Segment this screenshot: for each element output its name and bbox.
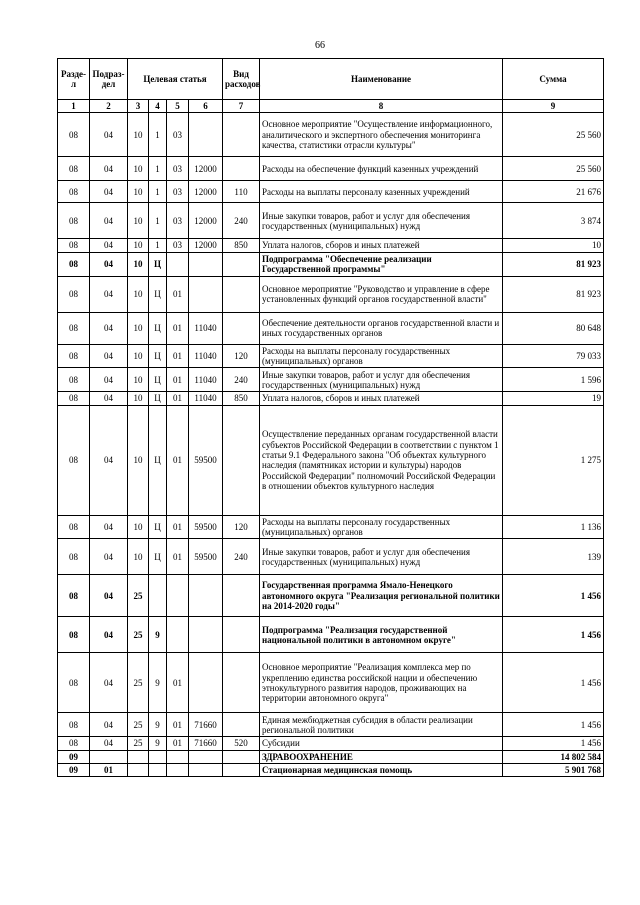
expense-type-cell: 110 (223, 181, 260, 203)
subprogram-code-cell: Ц (149, 405, 167, 515)
sum-cell: 25 560 (503, 113, 604, 157)
name-cell: Иные закупки товаров, работ и услуг для обеспечения государственных (муниципальных) нужд (260, 203, 503, 239)
table-row (58, 239, 604, 252)
col-number: 2 (90, 100, 128, 113)
expense-type-cell: 120 (223, 515, 260, 539)
col-number: 3 (128, 100, 149, 113)
name-cell: Основное мероприятие "Руководство и управление в сфере установленных функций органов государственной власти" (260, 276, 503, 312)
podrazdel-cell: 04 (90, 713, 128, 737)
sum-cell: 14 802 584 (503, 750, 604, 763)
name-cell: Иные закупки товаров, работ и услуг для обеспечения государственных (муниципальных) нужд (260, 539, 503, 575)
program-code-cell: 10 (128, 368, 149, 392)
program-code-cell (128, 750, 149, 763)
podrazdel-cell: 04 (90, 392, 128, 405)
razdel-cell: 08 (58, 312, 90, 344)
razdel-cell: 08 (58, 276, 90, 312)
sum-cell: 80 648 (503, 312, 604, 344)
table-row (58, 737, 604, 750)
sum-cell: 19 (503, 392, 604, 405)
razdel-cell: 08 (58, 713, 90, 737)
expense-type-cell: 120 (223, 344, 260, 368)
name-cell: Стационарная медицинская помощь (260, 764, 503, 777)
table-body (58, 113, 604, 777)
razdel-cell: 08 (58, 539, 90, 575)
col-number: 1 (58, 100, 90, 113)
event-code-cell: 01 (167, 737, 189, 750)
direction-code-cell: 11040 (189, 368, 223, 392)
podrazdel-cell: 04 (90, 368, 128, 392)
name-cell: Расходы на выплаты персоналу государственных (муниципальных) органов (260, 344, 503, 368)
table-row (58, 203, 604, 239)
razdel-cell: 08 (58, 575, 90, 617)
program-code-cell (128, 764, 149, 777)
podrazdel-cell: 04 (90, 252, 128, 276)
event-code-cell (167, 252, 189, 276)
event-code-cell: 01 (167, 653, 189, 713)
subprogram-code-cell: 1 (149, 157, 167, 181)
event-code-cell (167, 750, 189, 763)
event-code-cell (167, 575, 189, 617)
event-code-cell: 03 (167, 157, 189, 181)
expense-type-cell: 520 (223, 737, 260, 750)
expense-type-cell: 240 (223, 539, 260, 575)
razdel-cell: 08 (58, 157, 90, 181)
table-row (58, 713, 604, 737)
event-code-cell: 03 (167, 181, 189, 203)
event-code-cell (167, 764, 189, 777)
program-code-cell: 25 (128, 653, 149, 713)
sum-cell: 21 676 (503, 181, 604, 203)
subprogram-code-cell: 9 (149, 713, 167, 737)
expense-type-cell (223, 764, 260, 777)
name-cell: Расходы на обеспечение функций казенных учреждений (260, 157, 503, 181)
event-code-cell: 03 (167, 113, 189, 157)
event-code-cell: 01 (167, 515, 189, 539)
table-row (58, 750, 604, 763)
podrazdel-cell: 04 (90, 312, 128, 344)
program-code-cell: 10 (128, 203, 149, 239)
podrazdel-cell: 04 (90, 113, 128, 157)
name-cell: Субсидии (260, 737, 503, 750)
table-header-row (58, 59, 604, 100)
event-code-cell: 01 (167, 539, 189, 575)
direction-code-cell: 71660 (189, 737, 223, 750)
event-code-cell: 01 (167, 368, 189, 392)
program-code-cell: 25 (128, 737, 149, 750)
subprogram-code-cell: Ц (149, 392, 167, 405)
podrazdel-cell: 04 (90, 539, 128, 575)
name-cell: Основное мероприятие "Реализация комплекса мер по укреплению единства российской нации и обеспечению этнокультурного развития народов, проживающих на территории автономного округа" (260, 653, 503, 713)
podrazdel-cell: 01 (90, 764, 128, 777)
program-code-cell: 25 (128, 713, 149, 737)
direction-code-cell: 59500 (189, 515, 223, 539)
subprogram-code-cell: Ц (149, 312, 167, 344)
expense-type-cell (223, 617, 260, 653)
sum-cell: 81 923 (503, 252, 604, 276)
table-row (58, 113, 604, 157)
name-cell: Уплата налогов, сборов и иных платежей (260, 392, 503, 405)
podrazdel-cell: 04 (90, 344, 128, 368)
razdel-cell: 08 (58, 515, 90, 539)
column-number-row (58, 100, 604, 113)
direction-code-cell: 12000 (189, 203, 223, 239)
podrazdel-cell: 04 (90, 575, 128, 617)
direction-code-cell: 59500 (189, 405, 223, 515)
program-code-cell: 10 (128, 239, 149, 252)
sum-cell: 3 874 (503, 203, 604, 239)
table-row (58, 617, 604, 653)
sum-cell: 25 560 (503, 157, 604, 181)
expense-type-cell (223, 312, 260, 344)
podrazdel-cell: 04 (90, 239, 128, 252)
name-cell: Осуществление переданных органам государственной власти субъектов Российской Федерации в соответствии с пунктом 1 статьи 9.1 Федерального закона "Об объектах культурного наследия (памятниках истории и культуры) народов Российской Федерации" полномочий Российской Федерации в отношении объектов культурного наследия (260, 405, 503, 515)
program-code-cell: 10 (128, 252, 149, 276)
podrazdel-cell: 04 (90, 203, 128, 239)
podrazdel-cell: 04 (90, 157, 128, 181)
razdel-cell: 09 (58, 750, 90, 763)
razdel-cell: 08 (58, 737, 90, 750)
program-code-cell: 10 (128, 539, 149, 575)
expense-type-cell (223, 750, 260, 763)
expense-type-cell: 850 (223, 239, 260, 252)
name-cell: Обеспечение деятельности органов государственной власти и иных государственных органов (260, 312, 503, 344)
table-row (58, 181, 604, 203)
table-row (58, 344, 604, 368)
razdel-cell: 08 (58, 203, 90, 239)
expense-type-cell (223, 252, 260, 276)
budget-table (57, 58, 604, 777)
col-number: 7 (223, 100, 260, 113)
event-code-cell: 01 (167, 392, 189, 405)
header-summa: Сумма (503, 59, 604, 100)
podrazdel-cell: 04 (90, 737, 128, 750)
program-code-cell: 25 (128, 617, 149, 653)
table-row (58, 276, 604, 312)
podrazdel-cell: 04 (90, 276, 128, 312)
name-cell: Подпрограмма "Обеспечение реализации Государственной программы" (260, 252, 503, 276)
program-code-cell: 10 (128, 276, 149, 312)
program-code-cell: 10 (128, 113, 149, 157)
header-naimenovanie: Наименование (260, 59, 503, 100)
table-row (58, 764, 604, 777)
event-code-cell: 01 (167, 344, 189, 368)
podrazdel-cell: 04 (90, 617, 128, 653)
direction-code-cell (189, 252, 223, 276)
razdel-cell: 08 (58, 617, 90, 653)
name-cell: Государственная программа Ямало-Ненецкого автономного округа "Реализация региональной политики на 2014-2020 годы" (260, 575, 503, 617)
sum-cell: 1 456 (503, 617, 604, 653)
col-number: 8 (260, 100, 503, 113)
subprogram-code-cell: 9 (149, 737, 167, 750)
razdel-cell: 09 (58, 764, 90, 777)
podrazdel-cell: 04 (90, 515, 128, 539)
header-razdel: Раздел (58, 59, 90, 100)
podrazdel-cell: 04 (90, 653, 128, 713)
direction-code-cell: 12000 (189, 239, 223, 252)
event-code-cell: 01 (167, 713, 189, 737)
sum-cell: 1 456 (503, 653, 604, 713)
name-cell: Единая межбюджетная субсидия в области реализации региональной политики (260, 713, 503, 737)
header-vid-rashodov: Вид расходов (223, 59, 260, 100)
razdel-cell: 08 (58, 392, 90, 405)
sum-cell: 81 923 (503, 276, 604, 312)
table-row (58, 405, 604, 515)
direction-code-cell (189, 617, 223, 653)
subprogram-code-cell: 1 (149, 113, 167, 157)
event-code-cell: 03 (167, 239, 189, 252)
direction-code-cell (189, 750, 223, 763)
table-row (58, 575, 604, 617)
event-code-cell: 01 (167, 276, 189, 312)
razdel-cell: 08 (58, 252, 90, 276)
table-row (58, 392, 604, 405)
direction-code-cell: 71660 (189, 713, 223, 737)
event-code-cell: 01 (167, 405, 189, 515)
event-code-cell (167, 617, 189, 653)
subprogram-code-cell: 9 (149, 653, 167, 713)
sum-cell: 1 456 (503, 713, 604, 737)
table-row (58, 368, 604, 392)
expense-type-cell: 240 (223, 203, 260, 239)
sum-cell: 79 033 (503, 344, 604, 368)
table-row (58, 515, 604, 539)
program-code-cell: 10 (128, 312, 149, 344)
expense-type-cell (223, 276, 260, 312)
subprogram-code-cell: Ц (149, 276, 167, 312)
sum-cell: 139 (503, 539, 604, 575)
program-code-cell: 10 (128, 392, 149, 405)
table-row (58, 539, 604, 575)
col-number: 6 (189, 100, 223, 113)
razdel-cell: 08 (58, 344, 90, 368)
podrazdel-cell: 04 (90, 405, 128, 515)
direction-code-cell (189, 113, 223, 157)
podrazdel-cell: 04 (90, 181, 128, 203)
razdel-cell: 08 (58, 239, 90, 252)
razdel-cell: 08 (58, 113, 90, 157)
sum-cell: 1 596 (503, 368, 604, 392)
direction-code-cell: 11040 (189, 392, 223, 405)
subprogram-code-cell: 9 (149, 617, 167, 653)
program-code-cell: 10 (128, 405, 149, 515)
direction-code-cell: 59500 (189, 539, 223, 575)
program-code-cell: 10 (128, 515, 149, 539)
program-code-cell: 10 (128, 157, 149, 181)
col-number: 5 (167, 100, 189, 113)
sum-cell: 1 275 (503, 405, 604, 515)
expense-type-cell (223, 157, 260, 181)
subprogram-code-cell: Ц (149, 252, 167, 276)
subprogram-code-cell: Ц (149, 344, 167, 368)
expense-type-cell (223, 405, 260, 515)
col-number: 9 (503, 100, 604, 113)
direction-code-cell: 12000 (189, 157, 223, 181)
expense-type-cell (223, 575, 260, 617)
table-row (58, 157, 604, 181)
sum-cell: 5 901 768 (503, 764, 604, 777)
page-number: 66 (315, 40, 325, 51)
sum-cell: 1 456 (503, 737, 604, 750)
name-cell: Иные закупки товаров, работ и услуг для обеспечения государственных (муниципальных) нужд (260, 368, 503, 392)
direction-code-cell: 11040 (189, 312, 223, 344)
table-row (58, 312, 604, 344)
razdel-cell: 08 (58, 653, 90, 713)
subprogram-code-cell: 1 (149, 181, 167, 203)
direction-code-cell (189, 653, 223, 713)
name-cell: Уплата налогов, сборов и иных платежей (260, 239, 503, 252)
subprogram-code-cell (149, 764, 167, 777)
subprogram-code-cell (149, 750, 167, 763)
name-cell: Основное мероприятие "Осуществление информационного, аналитического и экспертного обеспечения мониторинга качества, статистики отрасли культуры" (260, 113, 503, 157)
direction-code-cell: 11040 (189, 344, 223, 368)
program-code-cell: 10 (128, 344, 149, 368)
razdel-cell: 08 (58, 181, 90, 203)
header-celevaya-statya: Целевая статья (128, 59, 223, 100)
name-cell: Подпрограмма "Реализация государственной национальной политики в автономном округе" (260, 617, 503, 653)
subprogram-code-cell: Ц (149, 515, 167, 539)
name-cell: ЗДРАВООХРАНЕНИЕ (260, 750, 503, 763)
sum-cell: 1 136 (503, 515, 604, 539)
program-code-cell: 25 (128, 575, 149, 617)
direction-code-cell: 12000 (189, 181, 223, 203)
subprogram-code-cell: Ц (149, 539, 167, 575)
podrazdel-cell (90, 750, 128, 763)
name-cell: Расходы на выплаты персоналу государственных (муниципальных) органов (260, 515, 503, 539)
table-row (58, 252, 604, 276)
header-podrazdel: Подраз-дел (90, 59, 128, 100)
subprogram-code-cell: Ц (149, 368, 167, 392)
sum-cell: 1 456 (503, 575, 604, 617)
expense-type-cell: 240 (223, 368, 260, 392)
subprogram-code-cell: 1 (149, 203, 167, 239)
expense-type-cell: 850 (223, 392, 260, 405)
expense-type-cell (223, 113, 260, 157)
expense-type-cell (223, 713, 260, 737)
program-code-cell: 10 (128, 181, 149, 203)
sum-cell: 10 (503, 239, 604, 252)
name-cell: Расходы на выплаты персоналу казенных учреждений (260, 181, 503, 203)
direction-code-cell (189, 575, 223, 617)
expense-type-cell (223, 653, 260, 713)
direction-code-cell (189, 276, 223, 312)
subprogram-code-cell (149, 575, 167, 617)
subprogram-code-cell: 1 (149, 239, 167, 252)
razdel-cell: 08 (58, 368, 90, 392)
razdel-cell: 08 (58, 405, 90, 515)
table-row (58, 653, 604, 713)
col-number: 4 (149, 100, 167, 113)
event-code-cell: 01 (167, 312, 189, 344)
event-code-cell: 03 (167, 203, 189, 239)
direction-code-cell (189, 764, 223, 777)
